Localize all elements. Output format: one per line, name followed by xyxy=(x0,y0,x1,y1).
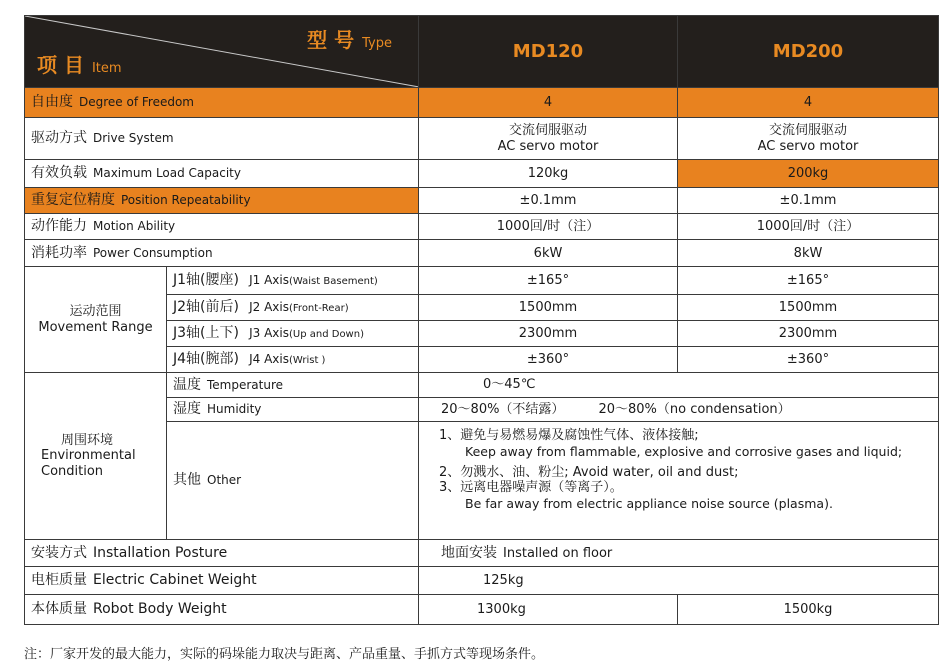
row-motion xyxy=(25,213,939,239)
label-temperature: 温度 Temperature xyxy=(167,373,419,397)
label-cabinet: 电柜质量 Electric Cabinet Weight xyxy=(25,567,419,594)
row-j1 xyxy=(25,267,939,294)
table-header-row xyxy=(25,16,939,88)
value-load-md120: 120kg xyxy=(419,160,678,187)
value-j2-md200: 1500mm xyxy=(678,294,939,320)
value-j2-md120: 1500mm xyxy=(419,294,678,320)
value-motion-md120: 1000回/时（注） xyxy=(419,213,678,239)
value-dof-md120: 4 xyxy=(419,87,678,117)
label-motion: 动作能力 Motion Ability xyxy=(25,213,419,239)
row-repeatability xyxy=(25,187,939,213)
label-other: 其他 Other xyxy=(167,421,419,539)
value-j4-md120: ±360° xyxy=(419,347,678,373)
value-j3-md120: 2300mm xyxy=(419,320,678,346)
other-line-1-en: Keep away from flammable, explosive and corrosive gases and liquid; xyxy=(465,443,903,459)
value-drive-md120: 交流伺服驱动 AC servo motor xyxy=(419,118,678,160)
label-install: 安装方式 Installation Posture xyxy=(25,540,419,567)
row-drive xyxy=(25,118,939,160)
value-j1-md120: ±165° xyxy=(419,267,678,294)
model-md120: MD120 xyxy=(419,16,678,88)
spec-table xyxy=(24,15,939,625)
label-drive: 驱动方式 Drive System xyxy=(25,118,419,160)
label-j3: J3轴(上下) J3 Axis(Up and Down) xyxy=(167,320,419,346)
other-line-3: 3、远离电器噪声源（等离子）。 xyxy=(439,480,623,496)
value-cabinet: 125kg xyxy=(419,567,939,594)
header-item: 项 目 Item xyxy=(37,52,122,77)
model-md200: MD200 xyxy=(678,16,939,88)
value-power-md200: 8kW xyxy=(678,240,939,267)
row-body xyxy=(25,594,939,624)
value-j3-md200: 2300mm xyxy=(678,320,939,346)
row-load xyxy=(25,160,939,187)
value-other-conditions xyxy=(419,421,939,539)
header-corner xyxy=(25,16,419,88)
label-power: 消耗功率 Power Consumption xyxy=(25,240,419,267)
value-drive-md200: 交流伺服驱动 AC servo motor xyxy=(678,118,939,160)
label-j1: J1轴(腰座) J1 Axis(Waist Basement) xyxy=(167,267,419,294)
label-body: 本体质量 Robot Body Weight xyxy=(25,594,419,624)
row-dof xyxy=(25,87,939,117)
value-power-md120: 6kW xyxy=(419,240,678,267)
row-install xyxy=(25,540,939,567)
value-load-md200: 200kg xyxy=(678,160,939,187)
label-j4: J4轴(腕部) J4 Axis(Wrist ) xyxy=(167,347,419,373)
label-repeatability: 重复定位精度 Position Repeatability xyxy=(25,187,419,213)
value-dof-md200: 4 xyxy=(678,87,939,117)
label-dof: 自由度 Degree of Freedom xyxy=(25,87,419,117)
value-repeat-md120: ±0.1mm xyxy=(419,187,678,213)
value-j4-md200: ±360° xyxy=(678,347,939,373)
label-load: 有效负载 Maximum Load Capacity xyxy=(25,160,419,187)
row-cabinet xyxy=(25,567,939,594)
row-temperature xyxy=(25,373,939,397)
value-humidity: 20～80%（不结露） 20～80%（no condensation） xyxy=(419,397,939,421)
label-j2: J2轴(前后) J2 Axis(Front-Rear) xyxy=(167,294,419,320)
label-humidity: 湿度 Humidity xyxy=(167,397,419,421)
value-temperature: 0～45℃ xyxy=(419,373,939,397)
value-j1-md200: ±165° xyxy=(678,267,939,294)
value-body-md200: 1500kg xyxy=(678,594,939,624)
other-line-3-en: Be far away from electric appliance noise source (plasma). xyxy=(465,495,833,511)
label-environment: 周围环境 Environmental Condition xyxy=(25,373,167,540)
value-install: 地面安装 Installed on floor xyxy=(419,540,939,567)
other-line-2: 2、勿溅水、油、粉尘; Avoid water, oil and dust; xyxy=(439,464,739,480)
value-repeat-md200: ±0.1mm xyxy=(678,187,939,213)
value-motion-md200: 1000回/时（注） xyxy=(678,213,939,239)
other-line-1: 1、避免与易燃易爆及腐蚀性气体、液体接触; xyxy=(439,427,699,443)
footnote: 注：厂家开发的最大能力，实际的码垛能力取决与距离、产品重量、手抓方式等现场条件。 xyxy=(24,647,545,662)
value-body-md120: 1300kg xyxy=(419,594,678,624)
label-movement-range: 运动范围 Movement Range xyxy=(25,267,167,373)
header-type: 型 号 Type xyxy=(307,28,392,52)
row-power xyxy=(25,240,939,267)
